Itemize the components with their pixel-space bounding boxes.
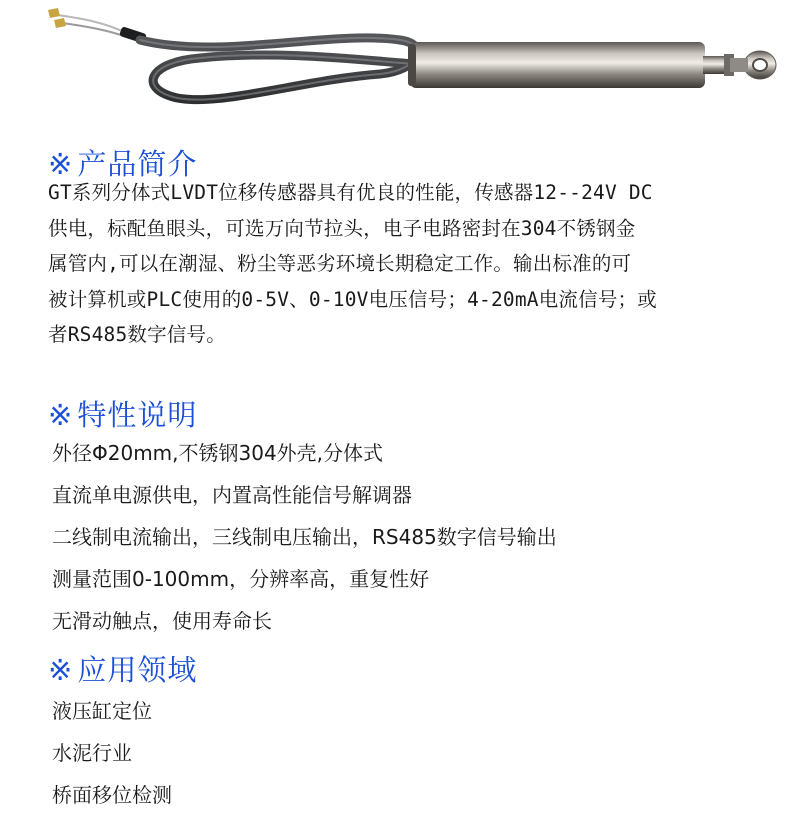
application-item: 水泥行业 [52, 741, 132, 765]
feature-item: 无滑动触点，使用寿命长 [52, 609, 272, 633]
applications-list [52, 690, 172, 816]
features-list [52, 432, 557, 642]
feature-item: 测量范围0-100mm，分辨率高，重复性好 [52, 567, 430, 591]
reference-mark-icon: ※ [48, 398, 74, 432]
applications-section-title [48, 648, 197, 689]
intro-line: 被计算机或PLC使用的0-5V、0-10V电压信号；4-20mA电流信号；或 [48, 287, 657, 311]
features-section-title [48, 393, 197, 434]
feature-item: 外径Φ20mm,不锈钢304外壳,分体式 [52, 441, 384, 465]
intro-paragraph [48, 175, 768, 353]
feature-item: 直流单电源供电，内置高性能信号解调器 [52, 483, 412, 507]
features-title-text: 特性说明 [77, 398, 198, 432]
lvdt-sensor-illustration [0, 0, 800, 135]
intro-line: GT系列分体式LVDT位移传感器具有优良的性能，传感器12--24V DC [48, 181, 653, 204]
product-photo [0, 0, 800, 135]
application-item: 液压缸定位 [52, 699, 152, 723]
intro-line: 属管内,可以在潮湿、粉尘等恶劣环境长期稳定工作。输出标准的可 [48, 252, 632, 275]
applications-title-text: 应用领域 [77, 653, 198, 687]
reference-mark-icon: ※ [48, 147, 74, 181]
application-item: 桥面移位检测 [52, 783, 172, 807]
intro-line: 者RS485数字信号。 [48, 323, 226, 346]
reference-mark-icon: ※ [48, 653, 74, 687]
feature-item: 二线制电流输出，三线制电压输出，RS485数字信号输出 [52, 525, 557, 549]
intro-title-text: 产品简介 [77, 147, 198, 181]
intro-line: 供电，标配鱼眼头，可选万向节拉头，电子电路密封在304不锈钢金 [48, 216, 636, 240]
